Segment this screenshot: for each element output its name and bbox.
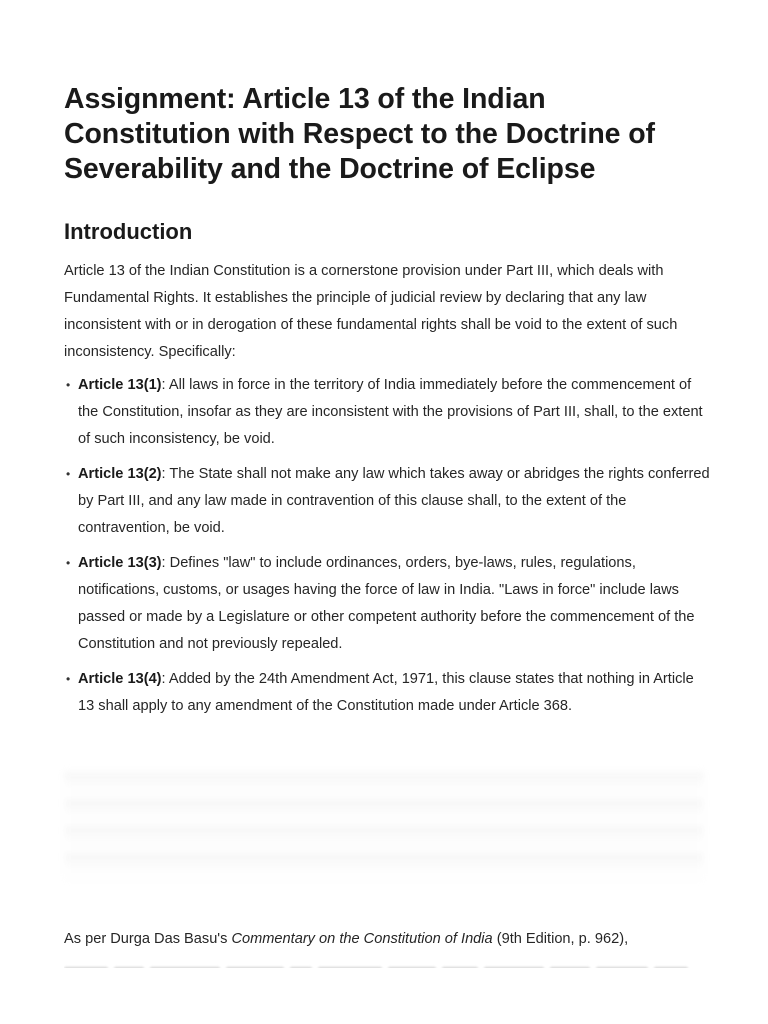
list-item bbox=[64, 550, 712, 658]
closing-suffix: (9th Edition, p. 962), bbox=[492, 931, 629, 947]
bullet-icon: • bbox=[66, 378, 71, 392]
book-title: Commentary on the Constitution of India bbox=[231, 931, 493, 947]
clause-text: : Added by the 24th Amendment Act, 1971, this clause states that nothing in Article 13 shall apply to any amendment of the Constitution made under Article 368. bbox=[78, 671, 694, 714]
clause-text: : Defines "law" to include ordinances, orders, bye-laws, rules, regulations, notifications, customs, or usages having the force of law in India. "Laws in force" include laws passed or made by a Legislature or other competent authority before the commencement of the Constitution and not previously repealed. bbox=[78, 555, 695, 652]
clause-term: Article 13(1) bbox=[78, 377, 162, 393]
blurred-content-placeholder bbox=[64, 770, 704, 880]
clause-text: : The State shall not make any law which takes away or abridges the rights conferred by Part III, and any law made in contravention of this clause shall, to the extent of the contravention, be void. bbox=[78, 466, 710, 536]
cut-off-text-line bbox=[64, 958, 704, 968]
clause-term: Article 13(3) bbox=[78, 555, 162, 571]
introduction-paragraph: Article 13 of the Indian Constitution is a cornerstone provision under Part III, which deals with Fundamental Rights. It establishes the principle of judicial review by declaring that any law inconsistent with or in derogation of these fundamental rights shall be void to the extent of such inconsistency. Specifically: bbox=[64, 263, 678, 360]
document-title: Assignment: Article 13 of the Indian Constitution with Respect to the Doctrine of Severability and the Doctrine of Eclipse bbox=[64, 83, 655, 185]
list-item bbox=[64, 666, 712, 720]
closing-prefix: As per Durga Das Basu's bbox=[64, 931, 232, 947]
introduction-heading: Introduction bbox=[64, 219, 193, 244]
bullet-icon: • bbox=[66, 467, 71, 481]
bullet-icon: • bbox=[66, 556, 71, 570]
list-item bbox=[64, 372, 712, 453]
article-13-clauses-list bbox=[64, 372, 712, 728]
closing-paragraph bbox=[64, 926, 712, 953]
list-item bbox=[64, 461, 712, 542]
clause-term: Article 13(2) bbox=[78, 466, 162, 482]
clause-term: Article 13(4) bbox=[78, 671, 162, 687]
clause-text: : All laws in force in the territory of India immediately before the commencement of the Constitution, insofar as they are inconsistent with the provisions of Part III, shall, to the extent of such inconsistency, be void. bbox=[78, 377, 703, 447]
bullet-icon: • bbox=[66, 672, 71, 686]
